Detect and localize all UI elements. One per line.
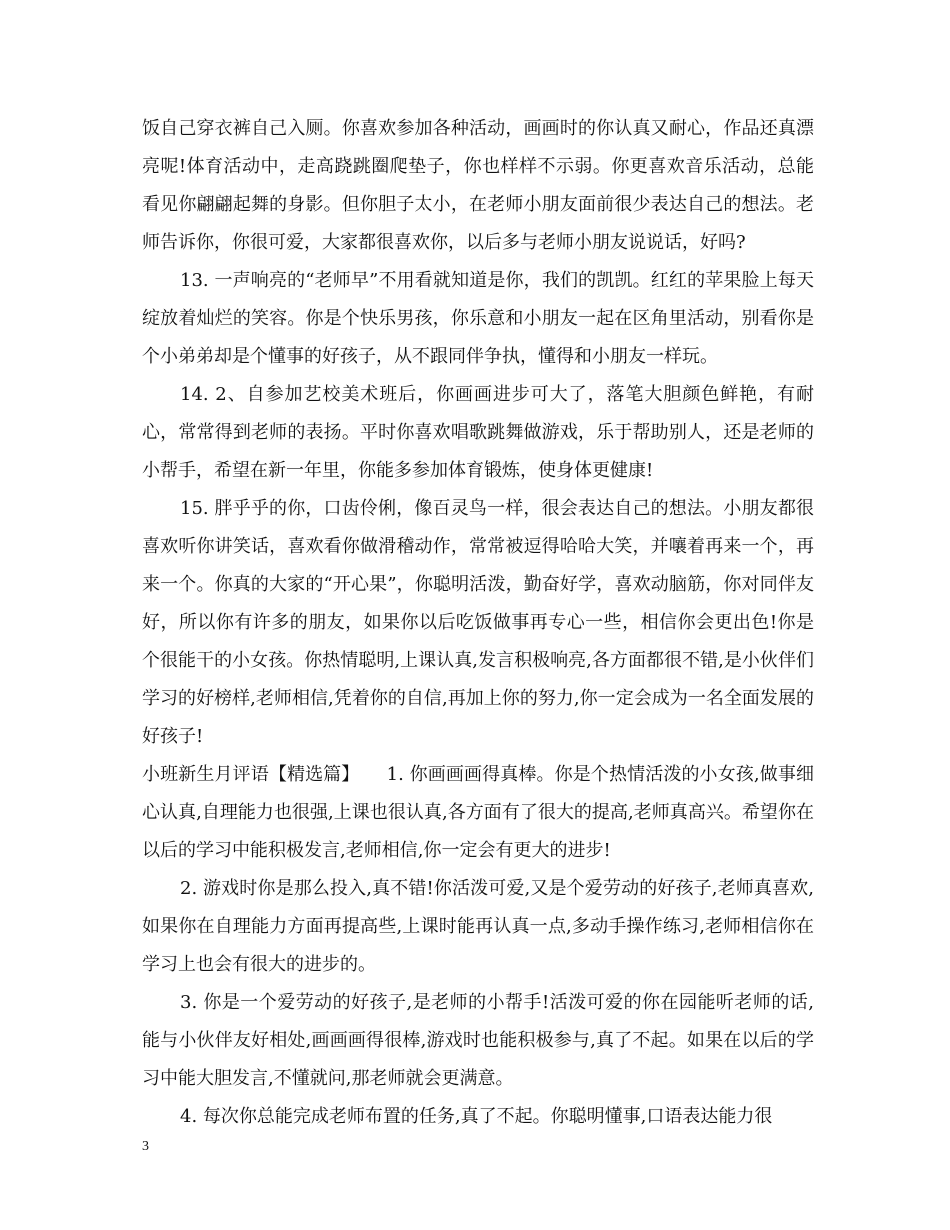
document-body: [142, 110, 814, 1136]
paragraph-item-15: 15. 胖乎乎的你，口齿伶俐，像百灵鸟一样，很会表达自己的想法。小朋友都很喜欢听你讲笑话，喜欢看你做滑稽动作，常常被逗得哈哈大笑，并嚷着再来一个，再来一个。你真的大家的“开心果”，你聪明活泼，勤奋好学，喜欢动脑筋，你对同伴友好，所以你有许多的朋友，如果你以后吃饭做事再专心一些，相信你会更出色!你是个很能干的小女孩。你热情聪明,上课认真,发言积极响亮,各方面都很不错,是小伙伴们学习的好榜样,老师相信,凭着你的自信,再加上你的努力,你一定会成为一名全面发展的好孩子!: [142, 498, 814, 747]
paragraph-continuation: 饭自己穿衣裤自己入厕。你喜欢参加各种活动，画画时的你认真又耐心，作品还真漂亮呢!体育活动中，走高跷跳圈爬垫子，你也样样不示弱。你更喜欢音乐活动，总能看见你翩翩起舞的身影。但你胆子太小，在老师小朋友面前很少表达自己的想法。老师告诉你，你很可爱，大家都很喜欢你，以后多与老师小朋友说说话，好吗?: [142, 118, 814, 253]
paragraph-item-13: 13. 一声响亮的“老师早”不用看就知道是你，我们的凯凯。红红的苹果脸上每天绽放着灿烂的笑容。你是个快乐男孩，你乐意和小朋友一起在区角里活动，别看你是个小弟弟却是个懂事的好孩子，从不跟同伴争执，懂得和小朋友一样玩。: [142, 270, 814, 367]
paragraph-item-14: 14. 2、自参加艺校美术班后，你画画进步可大了，落笔大胆颜色鲜艳，有耐心，常常得到老师的表扬。平时你喜欢唱歌跳舞做游戏，乐于帮助别人，还是老师的小帮手，希望在新一年里，你能多参加体育锻炼，使身体更健康!: [142, 384, 814, 481]
page-number: 3: [142, 1139, 149, 1154]
section-heading-paragraph: 小班新生月评语【精选篇】 1. 你画画画得真棒。你是个热情活泼的小女孩,做事细心认真,自理能力也很强,上课也很认真,各方面有了很大的提高,老师真高兴。希望你在以后的学习中能积极发言,老师相信,你一定会有更大的进步!: [142, 764, 814, 861]
paragraph-item-2: 2. 游戏时你是那么投入,真不错!你活泼可爱,又是个爱劳动的好孩子,老师真喜欢,如果你在自理能力方面再提高些,上课时能再认真一点,多动手操作练习,老师相信你在学习上也会有很大的进步的。: [142, 878, 814, 975]
paragraph-item-3: 3. 你是一个爱劳动的好孩子,是老师的小帮手!活泼可爱的你在园能听老师的话,能与小伙伴友好相处,画画画得很棒,游戏时也能积极参与,真了不起。如果在以后的学习中能大胆发言,不懂就问,那老师就会更满意。: [142, 992, 814, 1089]
paragraph-item-4: 4. 每次你总能完成老师布置的任务,真了不起。你聪明懂事,口语表达能力很: [180, 1106, 773, 1127]
